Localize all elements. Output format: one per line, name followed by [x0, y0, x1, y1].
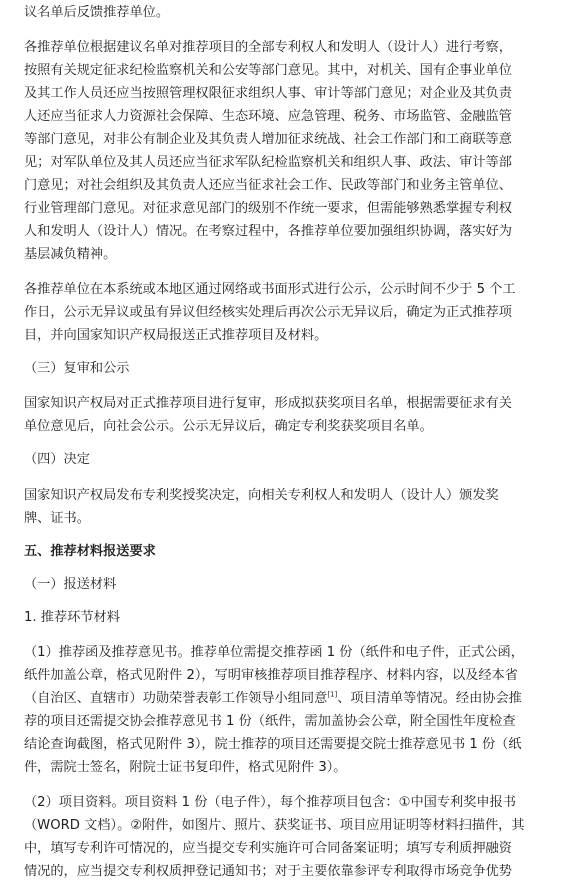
text-line: 国家知识产权局对正式推荐项目进行复审，形成拟获奖项目名单，根据需要征求有关: [24, 396, 512, 411]
subsection-heading: （一）报送材料: [24, 577, 117, 592]
text-line: （1）推荐函及推荐意见书。推荐单位需提交推荐函 1 份（纸件和电子件，正式公函，: [24, 645, 524, 660]
text-line: 基层减负精神。: [24, 247, 117, 262]
footnote-marker[interactable]: [1]: [327, 690, 338, 699]
text-line: 情况的，应当提交专利权质押登记通知书；对于主要依靠参评专利取得市场竞争优势: [24, 864, 512, 879]
subsection-heading: （四）决定: [24, 452, 90, 467]
text-line: 结论查询截图，格式见附件 3），院士推荐的项目还需要提交院士推荐意见书 1 份（纸: [24, 737, 522, 752]
text-line: 纸件加盖公章，格式见附件 2），写明审核推荐项目推荐程序、材料内容，以及经本省: [24, 668, 518, 683]
text-line: 议名单后反馈推荐单位。: [24, 5, 170, 20]
text-line-with-footnote: [24, 689, 522, 709]
text-line: 件，需院士签名，附院士证书复印件，格式见附件 3）。: [24, 760, 347, 775]
text-line: （2）项目资料。项目资料 1 份（电子件），每个推荐项目包含：①中国专利奖申报书: [24, 795, 516, 810]
text-line: 国家知识产权局发布专利奖授奖决定，向相关专利权人和发明人（设计人）颁发奖: [24, 488, 499, 503]
text-line: 门意见；对社会组织及其负责人还应当征求社会工作、民政等部门和业务主管单位、: [24, 178, 512, 193]
text-line: 人和发明人（设计人）情况。在考察过程中，各推荐单位要加强组织协调，落实好为: [24, 224, 512, 239]
text-line: 单位意见后，向社会公示。公示无异议后，确定专利奖获奖项目名单。: [24, 419, 433, 434]
text-line: （WORD 文档）。②附件，如图片、照片、获奖证书、项目应用证明等材料扫描件，其: [24, 818, 525, 833]
text-line: 各推荐单位根据建议名单对推荐项目的全部专利权人和发明人（设计人）进行考察，: [24, 40, 512, 55]
text-line: 行业管理部门意见。对征求意见部门的级别不作统一要求，但需能够熟悉掌握专利权: [24, 201, 512, 216]
section-heading: 五、推荐材料报送要求: [24, 544, 156, 559]
text-line: 作日，公示无异议或虽有异议但经核实处理后再次公示无异议后，确定为正式推荐项: [24, 305, 512, 320]
text-line: 及其工作人员还应当按照管理权限征求组织人事、审计等部门意见；对企业及其负责: [24, 86, 512, 101]
text-line: 见；对军队单位及其人员还应当征求军队纪检监察机关和组织人事、政法、审计等部: [24, 155, 512, 170]
text-line: 中，填写专利许可情况的，应当提交专利实施许可合同备案证明；填写专利质押融资: [24, 841, 512, 856]
text-segment: 、项目清单等情况。经由协会推: [337, 691, 522, 706]
text-line: 牌、证书。: [24, 511, 90, 526]
text-line: 按照有关规定征求纪检监察机关和公安等部门意见。其中，对机关、国有企事业单位: [24, 63, 512, 78]
text-line: 等部门意见，对非公有制企业及其负责人增加征求统战、社会工作部门和工商联等意: [24, 132, 512, 147]
text-line: 荐的项目还需提交协会推荐意见书 1 份（纸件，需加盖协会公章，附全国性年度检查: [24, 714, 516, 729]
item-heading: 1. 推荐环节材料: [24, 610, 120, 625]
text-line: 人还应当征求人力资源社会保障、生态环境、应急管理、税务、市场监管、金融监管: [24, 109, 512, 124]
subsection-heading: （三）复审和公示: [24, 361, 130, 376]
text-line: 目，并向国家知识产权局报送正式推荐项目及材料。: [24, 328, 328, 343]
text-line: 各推荐单位在本系统或本地区通过网络或书面形式进行公示，公示时间不少于 5 个工: [24, 282, 516, 297]
text-segment: （自治区、直辖市）功勋荣誉表彰工作领导小组同意: [24, 691, 328, 706]
